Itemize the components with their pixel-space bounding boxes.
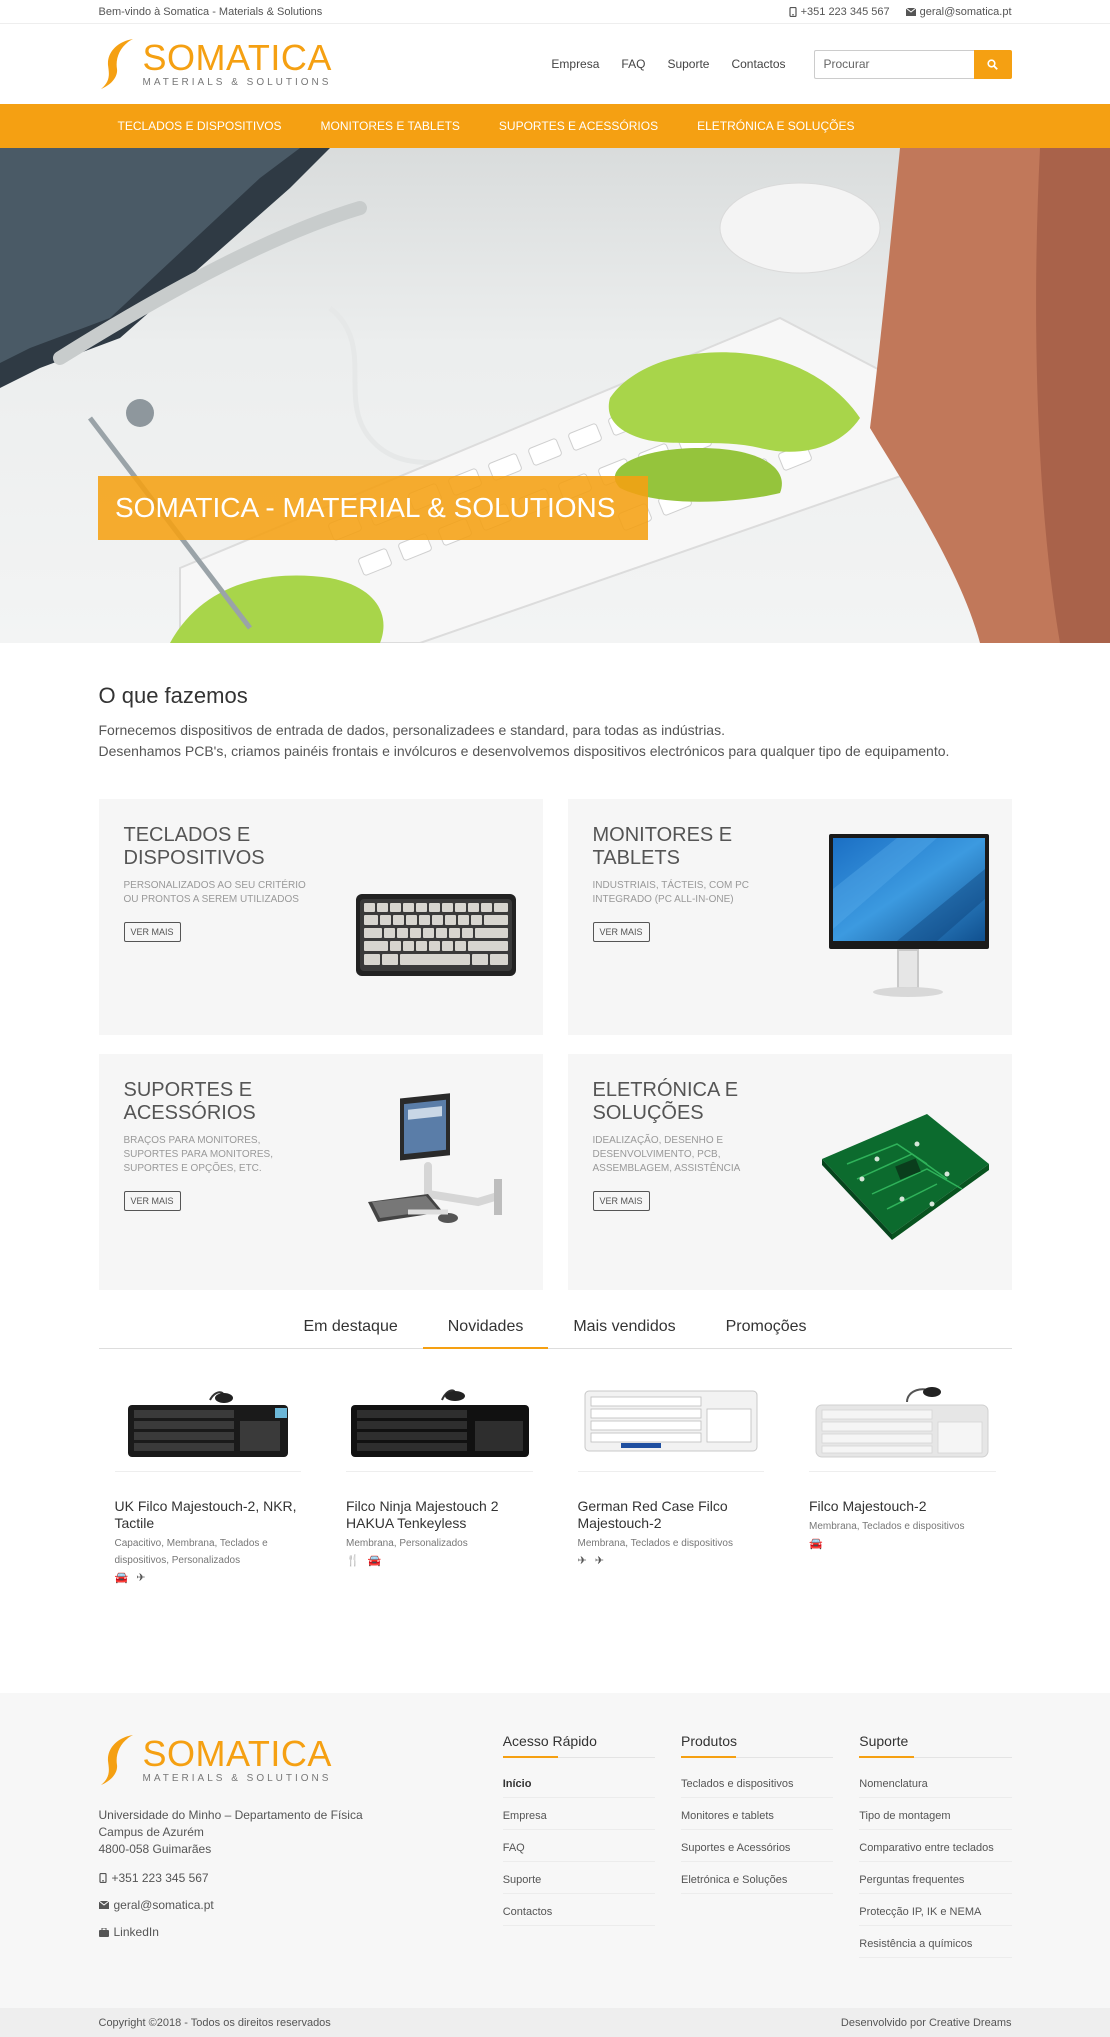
product-card[interactable] xyxy=(578,1369,765,1584)
card-description: PERSONALIZADOS AO SEU CRITÉRIO OU PRONTOS A SEREM UTILIZADOS xyxy=(123,880,306,905)
footer-col-support xyxy=(859,1733,1011,1964)
footer-logo[interactable] xyxy=(99,1733,477,1787)
card-title: TECLADOS E DISPOSITIVOS xyxy=(123,824,265,869)
envelope-icon xyxy=(99,1901,109,1909)
catnav-eletronica[interactable]: ELETRÓNICA E SOLUÇÕES xyxy=(697,119,855,133)
nav-link-suporte[interactable]: Suporte xyxy=(667,57,710,71)
product-list xyxy=(99,1369,1012,1584)
footer-col-title: Suporte xyxy=(859,1733,1011,1758)
catnav-teclados[interactable]: TECLADOS E DISPOSITIVOS xyxy=(117,119,282,133)
footer-linkedin-text: LinkedIn xyxy=(113,1925,159,1939)
topbar-email[interactable] xyxy=(906,6,1012,18)
footer-link-monitores[interactable]: Monitores e tablets xyxy=(681,1804,833,1830)
tab-promocoes[interactable]: Promoções xyxy=(725,1318,807,1335)
envelope-icon xyxy=(906,8,916,16)
topbar-phone-text: +351 223 345 567 xyxy=(800,6,890,18)
ver-mais-button[interactable]: VER MAIS xyxy=(124,1191,181,1211)
briefcase-icon xyxy=(99,1928,109,1937)
section-title: O que fazemos xyxy=(98,683,248,708)
product-image[interactable] xyxy=(115,1369,302,1472)
tab-novidades[interactable]: Novidades xyxy=(423,1312,549,1348)
footer-email[interactable] xyxy=(99,1898,477,1912)
product-name[interactable]: German Red Case Filco Majestouch-2 xyxy=(577,1498,728,1531)
footer-link-tipo-montagem[interactable]: Tipo de montagem xyxy=(859,1804,1011,1830)
footer-link-comparativo[interactable]: Comparativo entre teclados xyxy=(859,1836,1011,1862)
what-we-do-section xyxy=(99,643,1012,1584)
product-name[interactable]: UK Filco Majestouch-2, NKR, Tactile xyxy=(114,1498,297,1531)
section-text-line1: Fornecemos dispositivos de entrada de dados, personalizadees e standard, para todas as indústrias. xyxy=(98,722,725,738)
footer-link-resistencia[interactable]: Resistência a químicos xyxy=(859,1932,1011,1958)
copyright-text: Copyright ©2018 - Todos os direitos reservados xyxy=(98,2016,331,2029)
card-suportes xyxy=(99,1054,543,1290)
product-image[interactable] xyxy=(809,1369,996,1472)
category-nav xyxy=(0,104,1110,148)
footer-link-nomenclatura[interactable]: Nomenclatura xyxy=(859,1772,1011,1798)
footer-link-eletronica[interactable]: Eletrónica e Soluções xyxy=(681,1868,833,1894)
tab-mais-vendidos[interactable]: Mais vendidos xyxy=(573,1318,676,1335)
ver-mais-button[interactable]: VER MAIS xyxy=(593,922,650,942)
search-input[interactable] xyxy=(814,50,974,79)
catnav-monitores[interactable]: MONITORES E TABLETS xyxy=(320,119,460,133)
footer-link-faq[interactable]: FAQ xyxy=(503,1836,655,1862)
car-icon: 🚘 xyxy=(114,1572,129,1584)
footer-link-proteccao[interactable]: Protecção IP, IK e NEMA xyxy=(859,1900,1011,1926)
logo-swoosh-icon xyxy=(99,1733,137,1787)
phone-icon xyxy=(99,1873,107,1883)
footer-address xyxy=(99,1807,477,1858)
ver-mais-button[interactable]: VER MAIS xyxy=(124,922,181,942)
search-button[interactable] xyxy=(974,50,1012,79)
address-line3: 4800-058 Guimarães xyxy=(98,1842,212,1856)
logo-name: SOMATICA xyxy=(142,1733,332,1774)
car-icon: 🚘 xyxy=(809,1538,823,1550)
product-categories: Membrana, Teclados e dispositivos xyxy=(577,1538,733,1549)
logo-tagline: MATERIALS & SOLUTIONS xyxy=(142,1773,332,1784)
catnav-suportes[interactable]: SUPORTES E ACESSÓRIOS xyxy=(498,119,659,133)
address-line1: Universidade do Minho – Departamento de Física xyxy=(98,1808,363,1822)
logo-swoosh-icon xyxy=(99,37,137,91)
product-name[interactable]: Filco Ninja Majestouch 2 HAKUA Tenkeyless xyxy=(346,1498,499,1531)
search-form xyxy=(814,50,1012,79)
search-icon xyxy=(987,59,998,70)
product-card[interactable] xyxy=(346,1369,533,1584)
footer-link-contactos[interactable]: Contactos xyxy=(503,1900,655,1926)
logo-name: SOMATICA xyxy=(142,37,332,78)
nav-link-contactos[interactable]: Contactos xyxy=(731,57,786,71)
hero-banner xyxy=(0,148,1110,643)
card-teclados xyxy=(99,799,543,1035)
nav-link-faq[interactable]: FAQ xyxy=(621,57,646,71)
card-description: BRAÇOS PARA MONITORES, SUPORTES PARA MONITORES, SUPORTES E OPÇÕES, ETC. xyxy=(123,1135,273,1174)
developer-credit[interactable]: Desenvolvido por Creative Dreams xyxy=(840,2016,1012,2029)
footer-link-suportes[interactable]: Suportes e Acessórios xyxy=(681,1836,833,1862)
product-tabs xyxy=(99,1312,1012,1349)
tab-em-destaque[interactable]: Em destaque xyxy=(303,1318,398,1335)
nav-link-empresa[interactable]: Empresa xyxy=(551,57,600,71)
footer-col-title: Acesso Rápido xyxy=(503,1733,655,1758)
topbar-email-text: geral@somatica.pt xyxy=(919,6,1012,18)
card-monitores xyxy=(568,799,1012,1035)
welcome-text: Bem-vindo à Somatica - Materials & Solutions xyxy=(98,6,323,18)
footer-phone[interactable] xyxy=(99,1871,477,1885)
footer-link-perguntas[interactable]: Perguntas frequentes xyxy=(859,1868,1011,1894)
address-line2: Campus de Azurém xyxy=(98,1825,204,1839)
product-image[interactable] xyxy=(578,1369,765,1472)
keyboard-product-image xyxy=(348,829,523,1009)
product-categories: Membrana, Teclados e dispositivos xyxy=(809,1521,965,1532)
footer-link-empresa[interactable]: Empresa xyxy=(503,1804,655,1830)
hero-keyboard-image xyxy=(0,148,1110,643)
footer-link-inicio[interactable]: Início xyxy=(503,1772,655,1798)
site-logo[interactable] xyxy=(99,37,332,91)
section-text-line2: Desenhamos PCB's, criamos painéis frontais e invólcuros e desenvolvemos dispositivos electrónicos para qualquer tipo de equipamento. xyxy=(98,743,950,759)
stand-product-image xyxy=(348,1084,523,1264)
footer-col-title: Produtos xyxy=(681,1733,833,1758)
card-eletronica xyxy=(568,1054,1012,1290)
card-description: IDEALIZAÇÃO, DESENHO E DESENVOLVIMENTO, PCB, ASSEMBLAGEM, ASSISTÊNCIA xyxy=(592,1135,741,1174)
card-title: MONITORES E TABLETS xyxy=(592,824,733,869)
product-image[interactable] xyxy=(346,1369,533,1472)
topbar-phone[interactable] xyxy=(789,6,890,18)
phone-icon xyxy=(789,7,797,17)
plane-landing-icon: ✈ xyxy=(594,1555,604,1567)
product-categories: Capacitivo, Membrana, Teclados e dispositivos, Personalizados xyxy=(114,1538,268,1566)
site-footer xyxy=(0,1693,1110,2008)
card-description: INDUSTRIAIS, TÁCTEIS, COM PC INTEGRADO (PC ALL-IN-ONE) xyxy=(592,880,749,905)
utensils-icon: 🍴 xyxy=(346,1555,360,1567)
footer-linkedin[interactable] xyxy=(99,1925,477,1939)
product-name[interactable]: Filco Majestouch-2 xyxy=(809,1498,927,1514)
pcb-product-image xyxy=(817,1084,992,1264)
monitor-product-image xyxy=(817,829,992,1009)
logo-tagline: MATERIALS & SOLUTIONS xyxy=(142,77,332,88)
car-icon: 🚘 xyxy=(367,1555,382,1567)
footer-email-text: geral@somatica.pt xyxy=(113,1898,214,1912)
ver-mais-button[interactable]: VER MAIS xyxy=(593,1191,650,1211)
plane-icon: ✈ xyxy=(577,1555,587,1567)
footer-col-products xyxy=(681,1733,833,1964)
card-title: ELETRÓNICA E SOLUÇÕES xyxy=(592,1079,739,1124)
category-cards xyxy=(99,799,1012,1290)
product-card[interactable] xyxy=(115,1369,302,1584)
hero-title: SOMATICA - MATERIAL & SOLUTIONS xyxy=(98,476,648,540)
card-title: SUPORTES E ACESSÓRIOS xyxy=(123,1079,256,1124)
product-categories: Membrana, Personalizados xyxy=(346,1538,468,1549)
product-card[interactable] xyxy=(809,1369,996,1584)
footer-col-quick-access xyxy=(503,1733,655,1964)
site-header xyxy=(0,24,1110,104)
plane-icon: ✈ xyxy=(136,1572,146,1584)
footer-link-teclados[interactable]: Teclados e dispositivos xyxy=(681,1772,833,1798)
footer-link-suporte[interactable]: Suporte xyxy=(503,1868,655,1894)
top-bar xyxy=(0,0,1110,24)
footer-phone-text: +351 223 345 567 xyxy=(111,1871,209,1885)
copyright-bar xyxy=(0,2008,1110,2037)
